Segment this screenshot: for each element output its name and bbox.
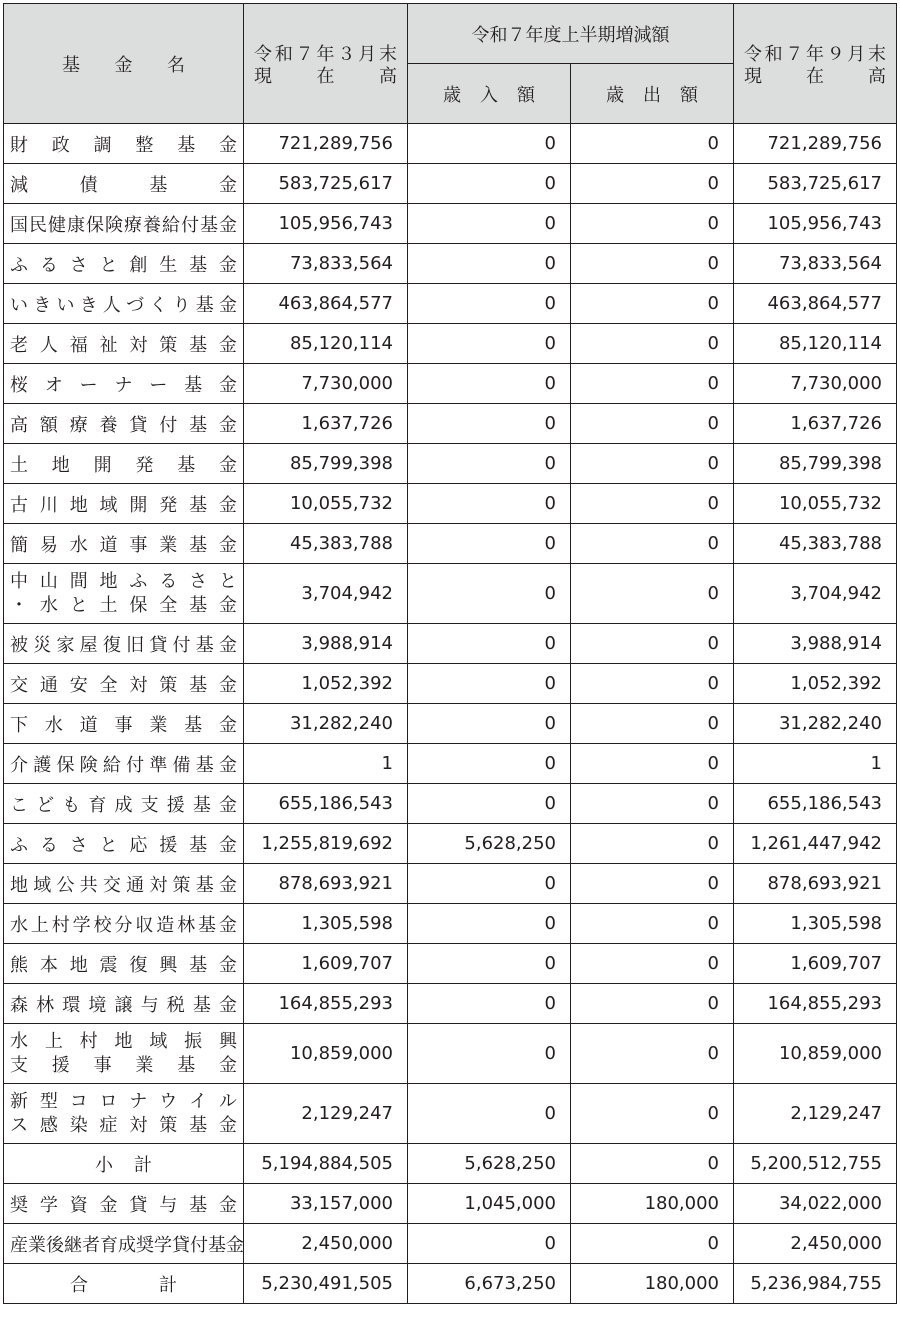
fund-balance-table bbox=[3, 3, 897, 1304]
header-expense bbox=[571, 64, 734, 124]
fund-name-cell bbox=[4, 944, 244, 984]
fund-name-cell bbox=[4, 324, 244, 364]
fund-name-text: 下 水 道 事 業 基 金 bbox=[10, 714, 237, 736]
sept-amount-cell: 7,730,000 bbox=[734, 364, 897, 404]
header-change-group-text: 令和７年度上半期増減額 bbox=[471, 24, 670, 46]
sept-amount-cell: 1,609,707 bbox=[734, 944, 897, 984]
march-amount-cell: 1 bbox=[244, 744, 408, 784]
sept-amount-cell: 463,864,577 bbox=[734, 284, 897, 324]
expense-amount-cell: 0 bbox=[571, 904, 734, 944]
march-amount-cell: 1,609,707 bbox=[244, 944, 408, 984]
march-amount-cell: 85,120,114 bbox=[244, 324, 408, 364]
sept-amount-cell: 3,704,942 bbox=[734, 564, 897, 624]
income-amount-cell: 0 bbox=[408, 404, 571, 444]
table-row bbox=[4, 564, 897, 624]
fund-name-text: こ ど も 育 成 支 援 基 金 bbox=[10, 794, 237, 816]
fund-name-text: 桜 オ ー ナ ー 基 金 bbox=[10, 374, 237, 396]
sept-amount-cell: 3,988,914 bbox=[734, 624, 897, 664]
expense-amount-cell: 0 bbox=[571, 404, 734, 444]
march-amount-cell: 31,282,240 bbox=[244, 704, 408, 744]
income-amount-cell: 1,045,000 bbox=[408, 1184, 571, 1224]
income-amount-cell: 0 bbox=[408, 624, 571, 664]
table-row bbox=[4, 404, 897, 444]
fund-name-cell bbox=[4, 1144, 244, 1184]
income-amount-cell: 0 bbox=[408, 444, 571, 484]
income-amount-cell: 0 bbox=[408, 1084, 571, 1144]
expense-amount-cell: 0 bbox=[571, 824, 734, 864]
sept-amount-cell: 34,022,000 bbox=[734, 1184, 897, 1224]
expense-amount-cell: 0 bbox=[571, 704, 734, 744]
sept-amount-cell: 10,055,732 bbox=[734, 484, 897, 524]
expense-amount-cell: 0 bbox=[571, 944, 734, 984]
fund-name-text: 支 援 事 業 基 金 bbox=[10, 1054, 237, 1076]
table-row bbox=[4, 984, 897, 1024]
table-row bbox=[4, 824, 897, 864]
table-row bbox=[4, 244, 897, 284]
march-amount-cell: 1,637,726 bbox=[244, 404, 408, 444]
expense-amount-cell: 0 bbox=[571, 624, 734, 664]
march-amount-cell: 2,450,000 bbox=[244, 1224, 408, 1264]
header-income-text: 歳 入 額 bbox=[443, 84, 535, 106]
sept-amount-cell: 105,956,743 bbox=[734, 204, 897, 244]
sept-amount-cell: 2,129,247 bbox=[734, 1084, 897, 1144]
march-amount-cell: 105,956,743 bbox=[244, 204, 408, 244]
table-row bbox=[4, 1084, 897, 1144]
march-amount-cell: 1,255,819,692 bbox=[244, 824, 408, 864]
march-amount-cell: 1,305,598 bbox=[244, 904, 408, 944]
income-amount-cell: 0 bbox=[408, 864, 571, 904]
table-row bbox=[4, 664, 897, 704]
expense-amount-cell: 180,000 bbox=[571, 1184, 734, 1224]
sept-amount-cell: 85,120,114 bbox=[734, 324, 897, 364]
fund-name-text: 老 人 福 祉 対 策 基 金 bbox=[10, 334, 237, 356]
fund-name-text: 奨 学 資 金 貸 与 基 金 bbox=[10, 1194, 237, 1216]
sept-amount-cell: 5,200,512,755 bbox=[734, 1144, 897, 1184]
expense-amount-cell: 0 bbox=[571, 984, 734, 1024]
sept-amount-cell: 583,725,617 bbox=[734, 164, 897, 204]
expense-amount-cell: 0 bbox=[571, 284, 734, 324]
sept-amount-cell: 655,186,543 bbox=[734, 784, 897, 824]
income-amount-cell: 0 bbox=[408, 524, 571, 564]
income-amount-cell: 5,628,250 bbox=[408, 824, 571, 864]
table-row bbox=[4, 484, 897, 524]
sept-amount-cell: 1,305,598 bbox=[734, 904, 897, 944]
fund-name-cell bbox=[4, 1024, 244, 1084]
subtotal-row bbox=[4, 1144, 897, 1184]
sept-amount-cell: 5,236,984,755 bbox=[734, 1264, 897, 1304]
sept-amount-cell: 73,833,564 bbox=[734, 244, 897, 284]
march-amount-cell: 5,230,491,505 bbox=[244, 1264, 408, 1304]
march-amount-cell: 3,704,942 bbox=[244, 564, 408, 624]
table-row bbox=[4, 704, 897, 744]
table-row bbox=[4, 124, 897, 164]
income-amount-cell: 0 bbox=[408, 124, 571, 164]
fund-name-text: 交 通 安 全 対 策 基 金 bbox=[10, 674, 237, 696]
fund-name-cell bbox=[4, 284, 244, 324]
fund-name-cell bbox=[4, 1264, 244, 1304]
table-row bbox=[4, 364, 897, 404]
march-amount-cell: 2,129,247 bbox=[244, 1084, 408, 1144]
table-row bbox=[4, 904, 897, 944]
income-amount-cell: 0 bbox=[408, 284, 571, 324]
expense-amount-cell: 0 bbox=[571, 164, 734, 204]
fund-name-cell bbox=[4, 664, 244, 704]
expense-amount-cell: 0 bbox=[571, 1084, 734, 1144]
fund-name-text: 古 川 地 域 開 発 基 金 bbox=[10, 494, 237, 516]
sept-amount-cell: 31,282,240 bbox=[734, 704, 897, 744]
fund-name-text: 高 額 療 養 貸 付 基 金 bbox=[10, 414, 237, 436]
expense-amount-cell: 0 bbox=[571, 124, 734, 164]
fund-name-text: ス 感 染 症 対 策 基 金 bbox=[10, 1114, 237, 1136]
sept-amount-cell: 1,261,447,942 bbox=[734, 824, 897, 864]
header-march-line1: 令 和 ７ 年 ３ 月 末 bbox=[254, 44, 397, 65]
table-row bbox=[4, 444, 897, 484]
fund-name-text: 財 政 調 整 基 金 bbox=[10, 134, 237, 156]
march-amount-cell: 33,157,000 bbox=[244, 1184, 408, 1224]
expense-amount-cell: 0 bbox=[571, 364, 734, 404]
fund-name-cell bbox=[4, 364, 244, 404]
income-amount-cell: 6,673,250 bbox=[408, 1264, 571, 1304]
fund-name-text: 森 林 環 境 譲 与 税 基 金 bbox=[10, 994, 237, 1016]
header-fund-name bbox=[4, 4, 244, 124]
table-row bbox=[4, 284, 897, 324]
table-row bbox=[4, 204, 897, 244]
table-row bbox=[4, 1224, 897, 1264]
income-amount-cell: 0 bbox=[408, 784, 571, 824]
fund-rows bbox=[4, 124, 897, 1304]
header-sept-balance bbox=[734, 4, 897, 124]
fund-name-cell bbox=[4, 1224, 244, 1264]
expense-amount-cell: 0 bbox=[571, 744, 734, 784]
fund-name-cell bbox=[4, 244, 244, 284]
fund-name-cell bbox=[4, 864, 244, 904]
sept-amount-cell: 2,450,000 bbox=[734, 1224, 897, 1264]
expense-amount-cell: 0 bbox=[571, 1224, 734, 1264]
expense-amount-cell: 0 bbox=[571, 444, 734, 484]
header-sept-line1: 令 和 ７ 年 ９ 月 末 bbox=[744, 44, 886, 65]
fund-name-cell bbox=[4, 624, 244, 664]
march-amount-cell: 73,833,564 bbox=[244, 244, 408, 284]
header-change-group bbox=[408, 4, 734, 64]
table-row bbox=[4, 624, 897, 664]
march-amount-cell: 1,052,392 bbox=[244, 664, 408, 704]
fund-name-text: 水 上 村 学 校 分 収 造 林 基 金 bbox=[10, 914, 237, 936]
fund-name-cell bbox=[4, 984, 244, 1024]
header-expense-text: 歳 出 額 bbox=[606, 84, 698, 106]
fund-name-cell bbox=[4, 164, 244, 204]
march-amount-cell: 45,383,788 bbox=[244, 524, 408, 564]
expense-amount-cell: 0 bbox=[571, 484, 734, 524]
march-amount-cell: 7,730,000 bbox=[244, 364, 408, 404]
fund-name-cell bbox=[4, 704, 244, 744]
income-amount-cell: 0 bbox=[408, 564, 571, 624]
income-amount-cell: 0 bbox=[408, 484, 571, 524]
fund-name-cell bbox=[4, 744, 244, 784]
fund-name-cell bbox=[4, 484, 244, 524]
income-amount-cell: 0 bbox=[408, 164, 571, 204]
march-amount-cell: 164,855,293 bbox=[244, 984, 408, 1024]
income-amount-cell: 0 bbox=[408, 984, 571, 1024]
fund-name-text: 産 業 後 継 者 育 成 奨 学 貸 付 基 金 bbox=[10, 1234, 244, 1256]
income-amount-cell: 0 bbox=[408, 324, 571, 364]
fund-name-text: 国 民 健 康 保 険 療 養 給 付 基 金 bbox=[10, 214, 237, 236]
fund-name-cell bbox=[4, 1084, 244, 1144]
header-march-balance bbox=[244, 4, 408, 124]
income-amount-cell: 0 bbox=[408, 204, 571, 244]
fund-name-text: 熊 本 地 震 復 興 基 金 bbox=[10, 954, 237, 976]
total-label: 合 計 bbox=[70, 1274, 177, 1296]
march-amount-cell: 3,988,914 bbox=[244, 624, 408, 664]
table-row bbox=[4, 744, 897, 784]
income-amount-cell: 0 bbox=[408, 664, 571, 704]
table-row bbox=[4, 784, 897, 824]
fund-name-cell bbox=[4, 204, 244, 244]
sept-amount-cell: 878,693,921 bbox=[734, 864, 897, 904]
income-amount-cell: 0 bbox=[408, 244, 571, 284]
fund-name-text: 中 山 間 地 ふ る さ と bbox=[10, 570, 237, 592]
fund-name-text: 減 債 基 金 bbox=[10, 174, 237, 196]
sept-amount-cell: 10,859,000 bbox=[734, 1024, 897, 1084]
sept-amount-cell: 1 bbox=[734, 744, 897, 784]
fund-name-text: 簡 易 水 道 事 業 基 金 bbox=[10, 534, 237, 556]
expense-amount-cell: 0 bbox=[571, 564, 734, 624]
header-march-line2: 現 在 高 bbox=[254, 66, 397, 87]
fund-name-text: ふ る さ と 創 生 基 金 bbox=[10, 254, 237, 276]
expense-amount-cell: 0 bbox=[571, 664, 734, 704]
table-row bbox=[4, 1184, 897, 1224]
table-row bbox=[4, 1024, 897, 1084]
fund-name-text: 地 域 公 共 交 通 対 策 基 金 bbox=[10, 874, 237, 896]
march-amount-cell: 583,725,617 bbox=[244, 164, 408, 204]
march-amount-cell: 10,055,732 bbox=[244, 484, 408, 524]
table-row bbox=[4, 864, 897, 904]
expense-amount-cell: 0 bbox=[571, 1144, 734, 1184]
fund-name-cell bbox=[4, 564, 244, 624]
fund-name-cell bbox=[4, 444, 244, 484]
expense-amount-cell: 0 bbox=[571, 864, 734, 904]
sept-amount-cell: 85,799,398 bbox=[734, 444, 897, 484]
fund-name-text: 水 上 村 地 域 振 興 bbox=[10, 1030, 237, 1052]
fund-name-cell bbox=[4, 784, 244, 824]
sept-amount-cell: 721,289,756 bbox=[734, 124, 897, 164]
income-amount-cell: 0 bbox=[408, 1024, 571, 1084]
income-amount-cell: 0 bbox=[408, 364, 571, 404]
table-row bbox=[4, 944, 897, 984]
fund-name-text: い き い き 人 づ く り 基 金 bbox=[10, 294, 237, 316]
march-amount-cell: 878,693,921 bbox=[244, 864, 408, 904]
expense-amount-cell: 0 bbox=[571, 784, 734, 824]
fund-name-text: 土 地 開 発 基 金 bbox=[10, 454, 237, 476]
march-amount-cell: 721,289,756 bbox=[244, 124, 408, 164]
sept-amount-cell: 1,637,726 bbox=[734, 404, 897, 444]
expense-amount-cell: 0 bbox=[571, 324, 734, 364]
march-amount-cell: 10,859,000 bbox=[244, 1024, 408, 1084]
fund-name-text: ふ る さ と 応 援 基 金 bbox=[10, 834, 237, 856]
income-amount-cell: 0 bbox=[408, 744, 571, 784]
sept-amount-cell: 1,052,392 bbox=[734, 664, 897, 704]
fund-name-cell bbox=[4, 904, 244, 944]
income-amount-cell: 0 bbox=[408, 944, 571, 984]
fund-name-text: 被 災 家 屋 復 旧 貸 付 基 金 bbox=[10, 634, 237, 656]
expense-amount-cell: 180,000 bbox=[571, 1264, 734, 1304]
fund-name-text: ・ 水 と 土 保 全 基 金 bbox=[10, 594, 237, 616]
sept-amount-cell: 164,855,293 bbox=[734, 984, 897, 1024]
table-row bbox=[4, 524, 897, 564]
income-amount-cell: 0 bbox=[408, 904, 571, 944]
header-income bbox=[408, 64, 571, 124]
sept-amount-cell: 45,383,788 bbox=[734, 524, 897, 564]
table-row bbox=[4, 164, 897, 204]
expense-amount-cell: 0 bbox=[571, 244, 734, 284]
fund-name-cell bbox=[4, 524, 244, 564]
fund-name-text: 新 型 コ ロ ナ ウ イ ル bbox=[10, 1090, 237, 1112]
total-row bbox=[4, 1264, 897, 1304]
expense-amount-cell: 0 bbox=[571, 204, 734, 244]
fund-name-text: 介 護 保 険 給 付 準 備 基 金 bbox=[10, 754, 237, 776]
march-amount-cell: 463,864,577 bbox=[244, 284, 408, 324]
income-amount-cell: 0 bbox=[408, 704, 571, 744]
march-amount-cell: 85,799,398 bbox=[244, 444, 408, 484]
expense-amount-cell: 0 bbox=[571, 524, 734, 564]
fund-name-cell bbox=[4, 124, 244, 164]
fund-name-cell bbox=[4, 824, 244, 864]
expense-amount-cell: 0 bbox=[571, 1024, 734, 1084]
subtotal-label: 小 計 bbox=[95, 1154, 152, 1176]
header-sept-line2: 現 在 高 bbox=[744, 66, 886, 87]
fund-name-cell bbox=[4, 404, 244, 444]
income-amount-cell: 5,628,250 bbox=[408, 1144, 571, 1184]
header-fund-name-text: 基 金 名 bbox=[62, 54, 185, 76]
march-amount-cell: 5,194,884,505 bbox=[244, 1144, 408, 1184]
income-amount-cell: 0 bbox=[408, 1224, 571, 1264]
table-row bbox=[4, 324, 897, 364]
march-amount-cell: 655,186,543 bbox=[244, 784, 408, 824]
fund-name-cell bbox=[4, 1184, 244, 1224]
